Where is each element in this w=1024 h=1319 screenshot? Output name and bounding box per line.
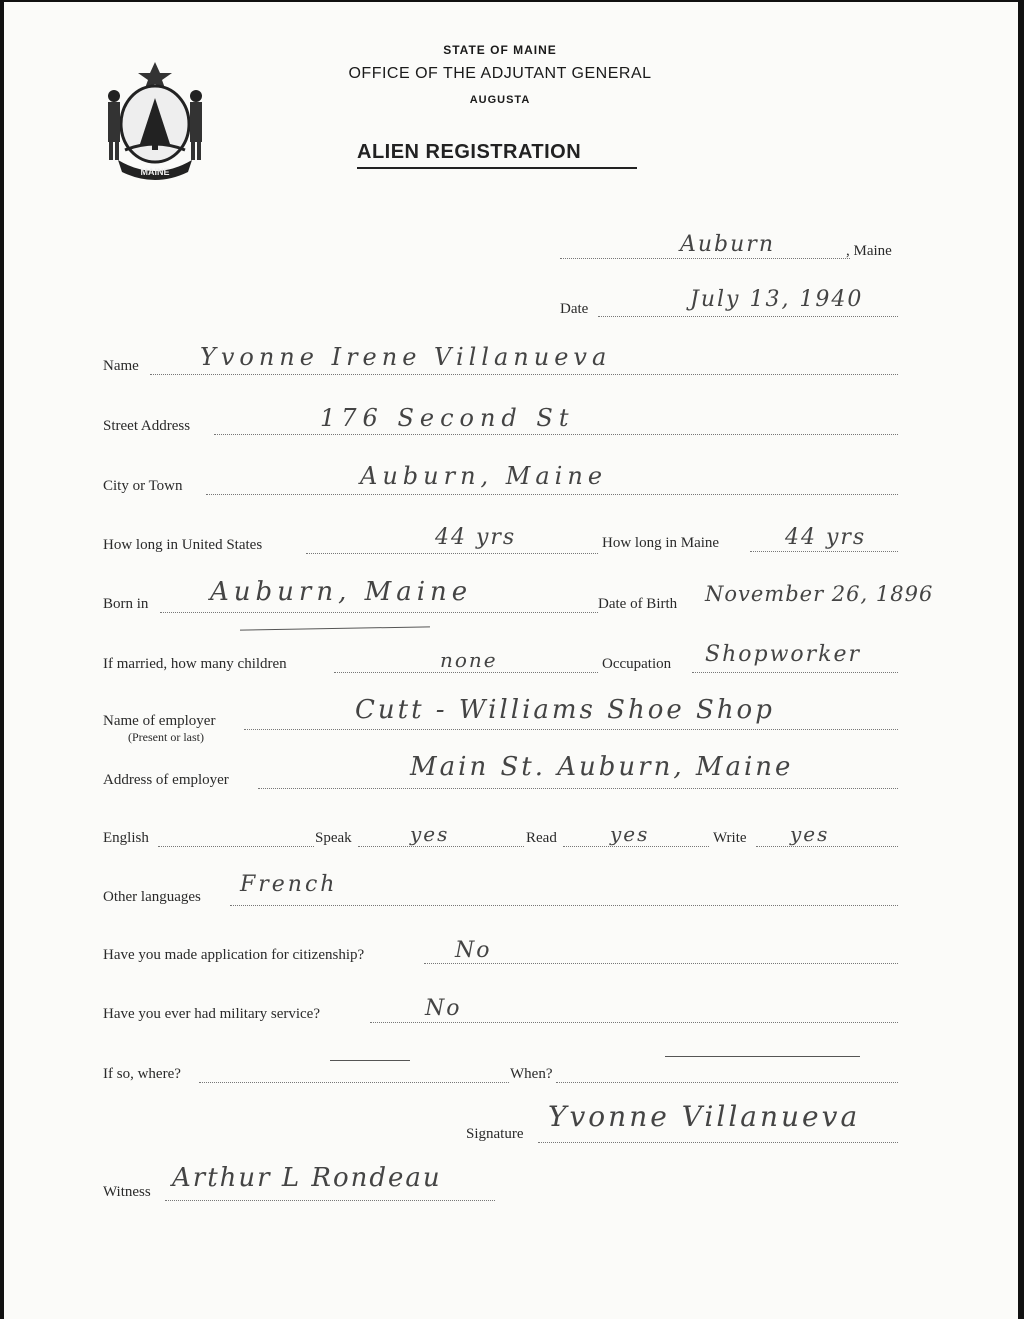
street-line	[214, 434, 898, 435]
military-value: No	[425, 996, 462, 1021]
speak-label: Speak	[315, 830, 352, 846]
citizenship-line	[424, 963, 898, 964]
military-label: Have you ever had military service?	[103, 1006, 320, 1022]
name-label: Name	[103, 358, 139, 374]
write-label: Write	[713, 830, 747, 846]
city-label: City or Town	[103, 478, 183, 494]
other-languages-value: French	[240, 872, 338, 897]
children-value: none	[440, 648, 498, 672]
date-label: Date	[560, 301, 589, 317]
svg-text:MAINE: MAINE	[140, 167, 170, 177]
form-title: ALIEN REGISTRATION	[357, 141, 582, 163]
date-line	[598, 316, 898, 317]
how-long-us-value: 44 yrs	[435, 525, 517, 550]
witness-line	[165, 1200, 495, 1201]
other-languages-line	[230, 905, 898, 906]
scan-edge-right	[1018, 0, 1024, 1319]
citizenship-value: No	[455, 938, 492, 963]
maine-label: , Maine	[846, 243, 892, 259]
date-value: July 13, 1940	[690, 287, 864, 312]
born-in-line	[160, 612, 598, 613]
name-value: Yvonne Irene Villanueva	[200, 343, 612, 371]
employer-line	[244, 729, 898, 730]
signature-value: Yvonne Villanueva	[548, 1100, 861, 1133]
scan-edge-top	[0, 0, 1024, 2]
employer-label: Name of employer	[103, 713, 216, 729]
how-long-maine-value: 44 yrs	[785, 525, 867, 550]
occupation-line	[692, 672, 898, 673]
military-line	[370, 1022, 898, 1023]
when-dash	[665, 1056, 860, 1057]
office-heading: OFFICE OF THE ADJUTANT GENERAL	[348, 65, 652, 82]
dob-label: Date of Birth	[598, 596, 678, 612]
write-value: yes	[790, 822, 830, 846]
when-label: When?	[510, 1066, 553, 1082]
english-line	[158, 846, 314, 847]
city-value: Auburn, Maine	[360, 462, 608, 490]
children-label: If married, how many children	[103, 656, 287, 672]
read-line	[563, 846, 709, 847]
where-line	[199, 1082, 509, 1083]
born-in-label: Born in	[103, 596, 149, 612]
where-label: If so, where?	[103, 1066, 181, 1082]
read-label: Read	[526, 830, 557, 846]
place-line	[560, 258, 850, 259]
speak-value: yes	[410, 822, 450, 846]
signature-line	[538, 1142, 898, 1143]
scan-edge-left	[0, 0, 4, 1319]
how-long-us-line	[306, 553, 598, 554]
where-dash	[330, 1060, 410, 1061]
state-seal-icon	[100, 58, 210, 180]
employer-value: Cutt - Williams Shoe Shop	[355, 695, 775, 725]
dob-value: November 26, 1896	[705, 582, 934, 606]
how-long-us-label: How long in United States	[103, 537, 263, 553]
children-line	[334, 672, 598, 673]
name-line	[150, 374, 898, 375]
city-heading: AUGUSTA	[469, 94, 531, 106]
state-heading: STATE OF MAINE	[443, 43, 557, 57]
employer-address-label: Address of employer	[103, 772, 229, 788]
city-line	[206, 494, 898, 495]
write-line	[756, 846, 898, 847]
how-long-maine-label: How long in Maine	[602, 535, 720, 551]
how-long-maine-line	[750, 551, 898, 552]
speak-line	[358, 846, 524, 847]
born-in-value: Auburn, Maine	[210, 577, 473, 607]
witness-value: Arthur L Rondeau	[172, 1163, 442, 1193]
title-underline	[357, 167, 637, 169]
citizenship-label: Have you made application for citizenship?	[103, 947, 365, 963]
witness-label: Witness	[103, 1184, 151, 1200]
signature-label: Signature	[466, 1126, 524, 1142]
when-line	[556, 1082, 898, 1083]
born-in-stroke	[240, 626, 430, 631]
employer-address-value: Main St. Auburn, Maine	[410, 752, 794, 782]
employer-sublabel: (Present or last)	[128, 730, 204, 744]
employer-address-line	[258, 788, 898, 789]
other-languages-label: Other languages	[103, 889, 201, 905]
read-value: yes	[610, 822, 650, 846]
occupation-label: Occupation	[602, 656, 672, 672]
street-label: Street Address	[103, 418, 191, 434]
occupation-value: Shopworker	[705, 642, 862, 667]
street-value: 176 Second St	[320, 404, 575, 432]
english-label: English	[103, 830, 149, 846]
place-value: Auburn	[680, 232, 775, 257]
